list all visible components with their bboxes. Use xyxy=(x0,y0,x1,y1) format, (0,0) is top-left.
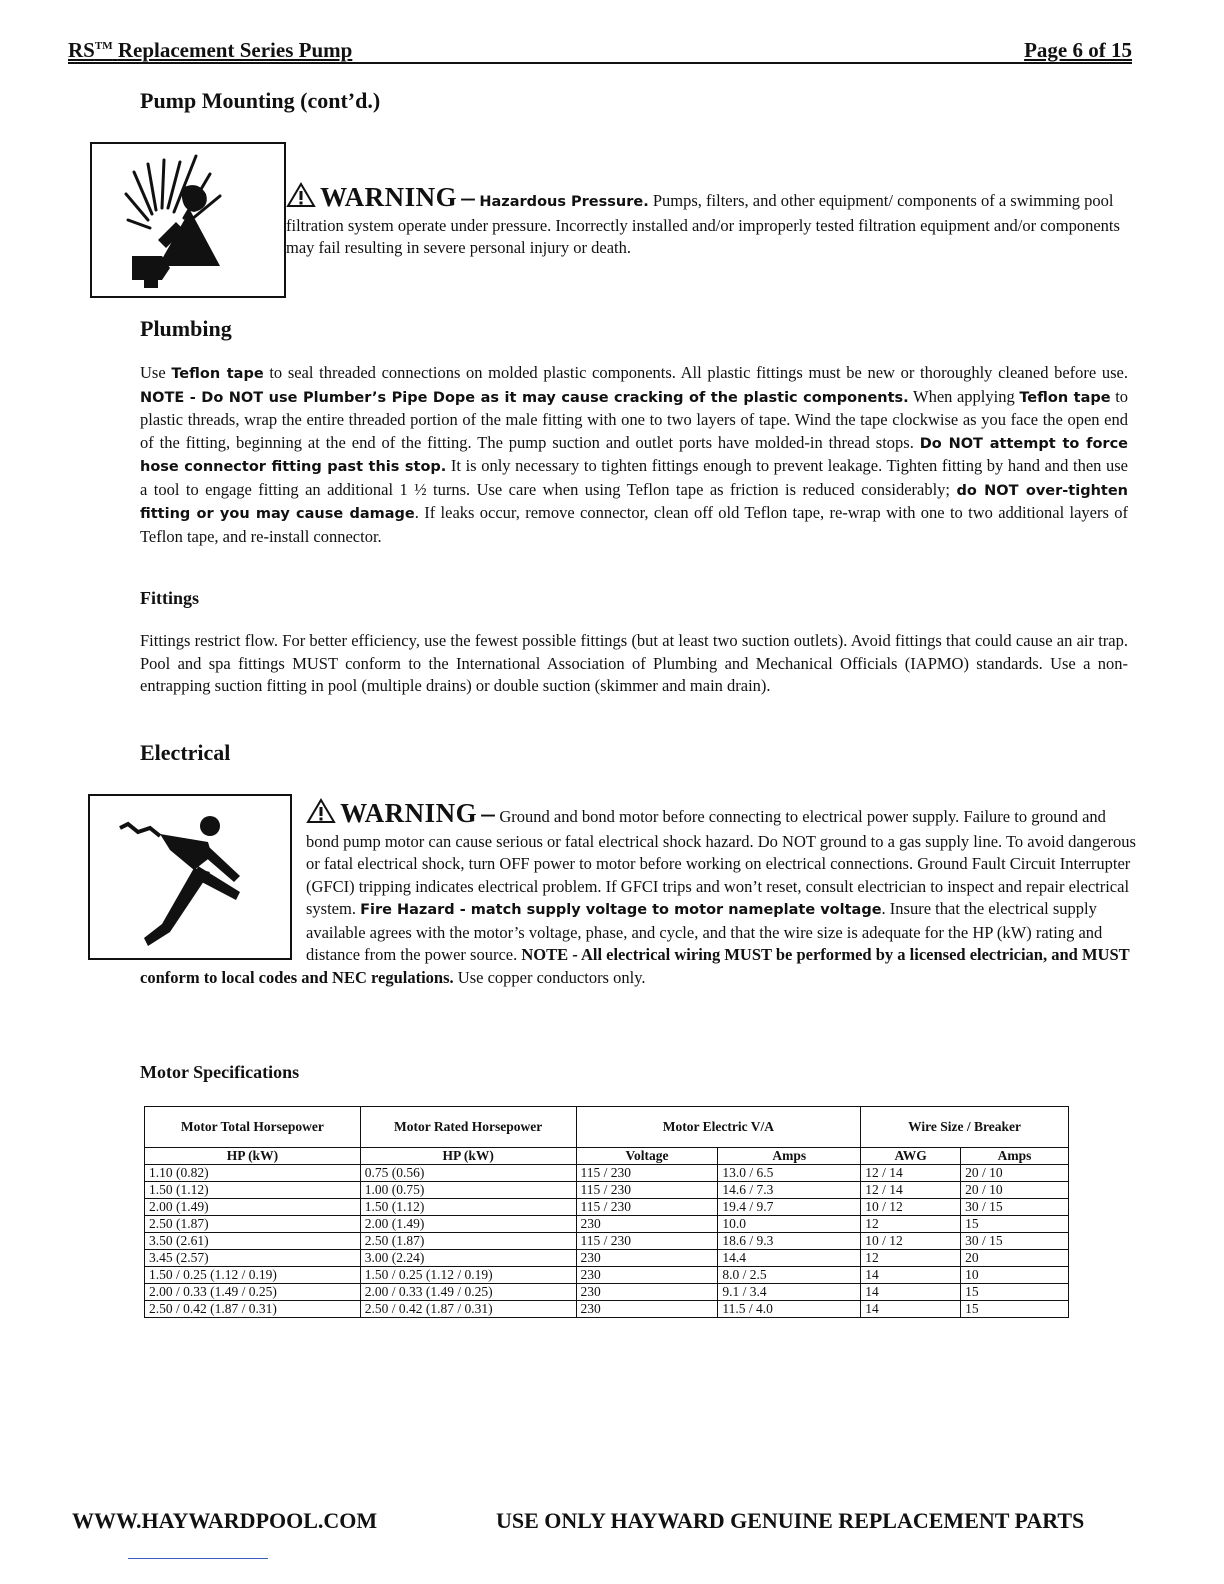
table-group-header: Motor Electric V/A xyxy=(576,1107,861,1148)
table-cell: 230 xyxy=(576,1216,718,1233)
table-cell: 115 / 230 xyxy=(576,1233,718,1250)
table-cell: 3.45 (2.57) xyxy=(145,1250,361,1267)
table-cell: 10 xyxy=(961,1267,1069,1284)
table-row xyxy=(145,1301,1069,1318)
table-cell: 230 xyxy=(576,1267,718,1284)
table-cell: 20 / 10 xyxy=(961,1182,1069,1199)
warning-subtitle: Hazardous Pressure. xyxy=(479,194,649,210)
motor-spec-table xyxy=(144,1106,1069,1318)
table-row xyxy=(145,1165,1069,1182)
pressure-hazard-icon xyxy=(90,142,286,298)
electrical-warning: WARNING – Ground and bond motor before connecting to electrical power supply. Failure to ground and bond pump motor can cause serious or fatal electrical shock hazard. Do NOT ground to a gas supply line. To avoid dangerous or fatal electrical shock, turn OFF power to motor before working on electrical connections. Ground Fault Circuit Interrupter (GFCI) tripping indicates electrical problem. If GFCI trips and won’t reset, consult electrician to inspect and repair electrical system. Fire Hazard - match supply voltage to motor nameplate voltage. Insure that the electrical supply available agrees with the motor’s voltage, phase, and cycle, and that the wire size is adequate for the HP (kW) rating and distance from the power source. NOTE - All electrical wiring MUST be performed by a licensed electrician, and MUST conform to local codes and NEC regulations. Use copper conductors only. xyxy=(140,798,1136,987)
table-cell: 30 / 15 xyxy=(961,1233,1069,1250)
table-row xyxy=(145,1250,1069,1267)
table-cell: 2.00 (1.49) xyxy=(360,1216,576,1233)
table-cell: 1.00 (0.75) xyxy=(360,1182,576,1199)
table-cell: 2.50 / 0.42 (1.87 / 0.31) xyxy=(360,1301,576,1318)
table-cell: 13.0 / 6.5 xyxy=(718,1165,861,1182)
table-cell: 3.50 (2.61) xyxy=(145,1233,361,1250)
table-row xyxy=(145,1284,1069,1301)
table-cell: 11.5 / 4.0 xyxy=(718,1301,861,1318)
table-cell: 2.50 / 0.42 (1.87 / 0.31) xyxy=(145,1301,361,1318)
table-column-header: Amps xyxy=(961,1148,1069,1165)
table-group-header: Motor Total Horsepower xyxy=(145,1107,361,1148)
table-cell: 8.0 / 2.5 xyxy=(718,1267,861,1284)
warning-label: WARNING xyxy=(320,182,458,212)
table-cell: 230 xyxy=(576,1301,718,1318)
table-cell: 30 / 15 xyxy=(961,1199,1069,1216)
table-cell: 2.50 (1.87) xyxy=(145,1216,361,1233)
section-heading-plumbing: Plumbing xyxy=(140,316,232,341)
table-cell: 12 xyxy=(861,1216,961,1233)
warning-triangle-icon xyxy=(306,798,336,831)
table-cell: 20 / 10 xyxy=(961,1165,1069,1182)
section-heading-motor-specs: Motor Specifications xyxy=(140,1062,300,1082)
table-cell: 14 xyxy=(861,1284,961,1301)
table-cell: 230 xyxy=(576,1284,718,1301)
section-heading-electrical: Electrical xyxy=(140,740,231,765)
table-cell: 14.6 / 7.3 xyxy=(718,1182,861,1199)
table-column-header: HP (kW) xyxy=(145,1148,361,1165)
pressure-warning: WARNING – Hazardous Pressure. Pumps, filters, and other equipment/ components of a swimming pool filtration system operate under pressure. Incorrectly installed and/or improperly tested filtration equipment and/or components may fail resulting in severe personal injury or death. xyxy=(286,182,1120,257)
warning-label: WARNING xyxy=(340,798,478,828)
table-column-header: Amps xyxy=(718,1148,861,1165)
table-cell: 115 / 230 xyxy=(576,1165,718,1182)
table-cell: 14.4 xyxy=(718,1250,861,1267)
table-cell: 12 / 14 xyxy=(861,1182,961,1199)
table-cell: 14 xyxy=(861,1301,961,1318)
table-cell: 20 xyxy=(961,1250,1069,1267)
table-cell: 115 / 230 xyxy=(576,1199,718,1216)
fittings-paragraph: Fittings restrict flow. For better efficiency, use the fewest possible fittings (but at least two suction outlets). Avoid fittings that could cause an air trap. Pool and spa fittings MUST conform to the International Association of Plumbing and Mechanical Officials (IAPMO) standards. Use a non-entrapping suction fitting in pool (multiple drains) or double suction (skimmer and main drain). xyxy=(140,631,1128,695)
page-number: Page 6 of 15 xyxy=(1024,38,1132,62)
table-cell: 3.00 (2.24) xyxy=(360,1250,576,1267)
table-cell: 15 xyxy=(961,1284,1069,1301)
section-heading-pump-mounting: Pump Mounting (cont’d.) xyxy=(140,88,381,113)
table-cell: 19.4 / 9.7 xyxy=(718,1199,861,1216)
table-row xyxy=(145,1267,1069,1284)
footer-notice: USE ONLY HAYWARD GENUINE REPLACEMENT PARTS xyxy=(496,1508,1085,1533)
table-cell: 1.50 (1.12) xyxy=(360,1199,576,1216)
footer-rule xyxy=(128,1558,268,1559)
table-cell: 12 / 14 xyxy=(861,1165,961,1182)
table-cell: 2.00 / 0.33 (1.49 / 0.25) xyxy=(145,1284,361,1301)
table-cell: 1.50 (1.12) xyxy=(145,1182,361,1199)
table-row xyxy=(145,1199,1069,1216)
warning-triangle-icon xyxy=(286,182,316,215)
table-cell: 18.6 / 9.3 xyxy=(718,1233,861,1250)
page-header xyxy=(68,36,1132,64)
table-cell: 10.0 xyxy=(718,1216,861,1233)
table-cell: 1.10 (0.82) xyxy=(145,1165,361,1182)
table-cell: 9.1 / 3.4 xyxy=(718,1284,861,1301)
table-cell: 14 xyxy=(861,1267,961,1284)
table-cell: 1.50 / 0.25 (1.12 / 0.19) xyxy=(360,1267,576,1284)
table-cell: 1.50 / 0.25 (1.12 / 0.19) xyxy=(145,1267,361,1284)
table-cell: 115 / 230 xyxy=(576,1182,718,1199)
table-group-header: Motor Rated Horsepower xyxy=(360,1107,576,1148)
table-cell: 15 xyxy=(961,1301,1069,1318)
table-cell: 2.50 (1.87) xyxy=(360,1233,576,1250)
table-cell: 2.00 / 0.33 (1.49 / 0.25) xyxy=(360,1284,576,1301)
footer-website: WWW.HAYWARDPOOL.COM xyxy=(72,1508,378,1533)
table-row xyxy=(145,1182,1069,1199)
table-cell: 2.00 (1.49) xyxy=(145,1199,361,1216)
table-column-header: Voltage xyxy=(576,1148,718,1165)
table-row xyxy=(145,1233,1069,1250)
table-row xyxy=(145,1216,1069,1233)
table-group-header: Wire Size / Breaker xyxy=(861,1107,1069,1148)
table-cell: 0.75 (0.56) xyxy=(360,1165,576,1182)
table-cell: 10 / 12 xyxy=(861,1199,961,1216)
section-heading-fittings: Fittings xyxy=(140,588,200,608)
plumbing-paragraph: Use Teflon tape to seal threaded connections on molded plastic components. All plastic fittings must be new or thoroughly cleaned before use. NOTE - Do NOT use Plumber’s Pipe Dope as it may cause cracking of the plastic components. When applying Teflon tape to plastic threads, wrap the entire threaded portion of the male fitting with one to two layers of tape. Wind the tape clockwise as you face the open end of the fitting, beginning at the end of the fitting. The pump suction and outlet ports have molded-in thread stops. Do NOT attempt to force hose connector fitting past this stop. It is only necessary to tighten fittings enough to prevent leakage. Tighten fitting by hand and then use a tool to engage fitting an additional 1 ½ turns. Use care when using Teflon tape as friction is reduced considerably; do NOT over-tighten fitting or you may cause damage. If leaks occur, remove connector, clean off old Teflon tape, re-wrap with one to two additional layers of Teflon tape, and re-install connector. xyxy=(140,363,1129,546)
table-cell: 15 xyxy=(961,1216,1069,1233)
table-cell: 230 xyxy=(576,1250,718,1267)
table-cell: 12 xyxy=(861,1250,961,1267)
warning-text: Pumps, filters, and other equipment/ components of a swimming pool filtration system operate under pressure. Incorrectly installed and/or improperly tested filtration equipment and/or components may fail resulting in severe personal injury or death. xyxy=(286,191,1120,257)
table-column-header: AWG xyxy=(861,1148,961,1165)
table-cell: 10 / 12 xyxy=(861,1233,961,1250)
document-title: RS™ Replacement Series Pump xyxy=(68,38,353,62)
table-column-header: HP (kW) xyxy=(360,1148,576,1165)
